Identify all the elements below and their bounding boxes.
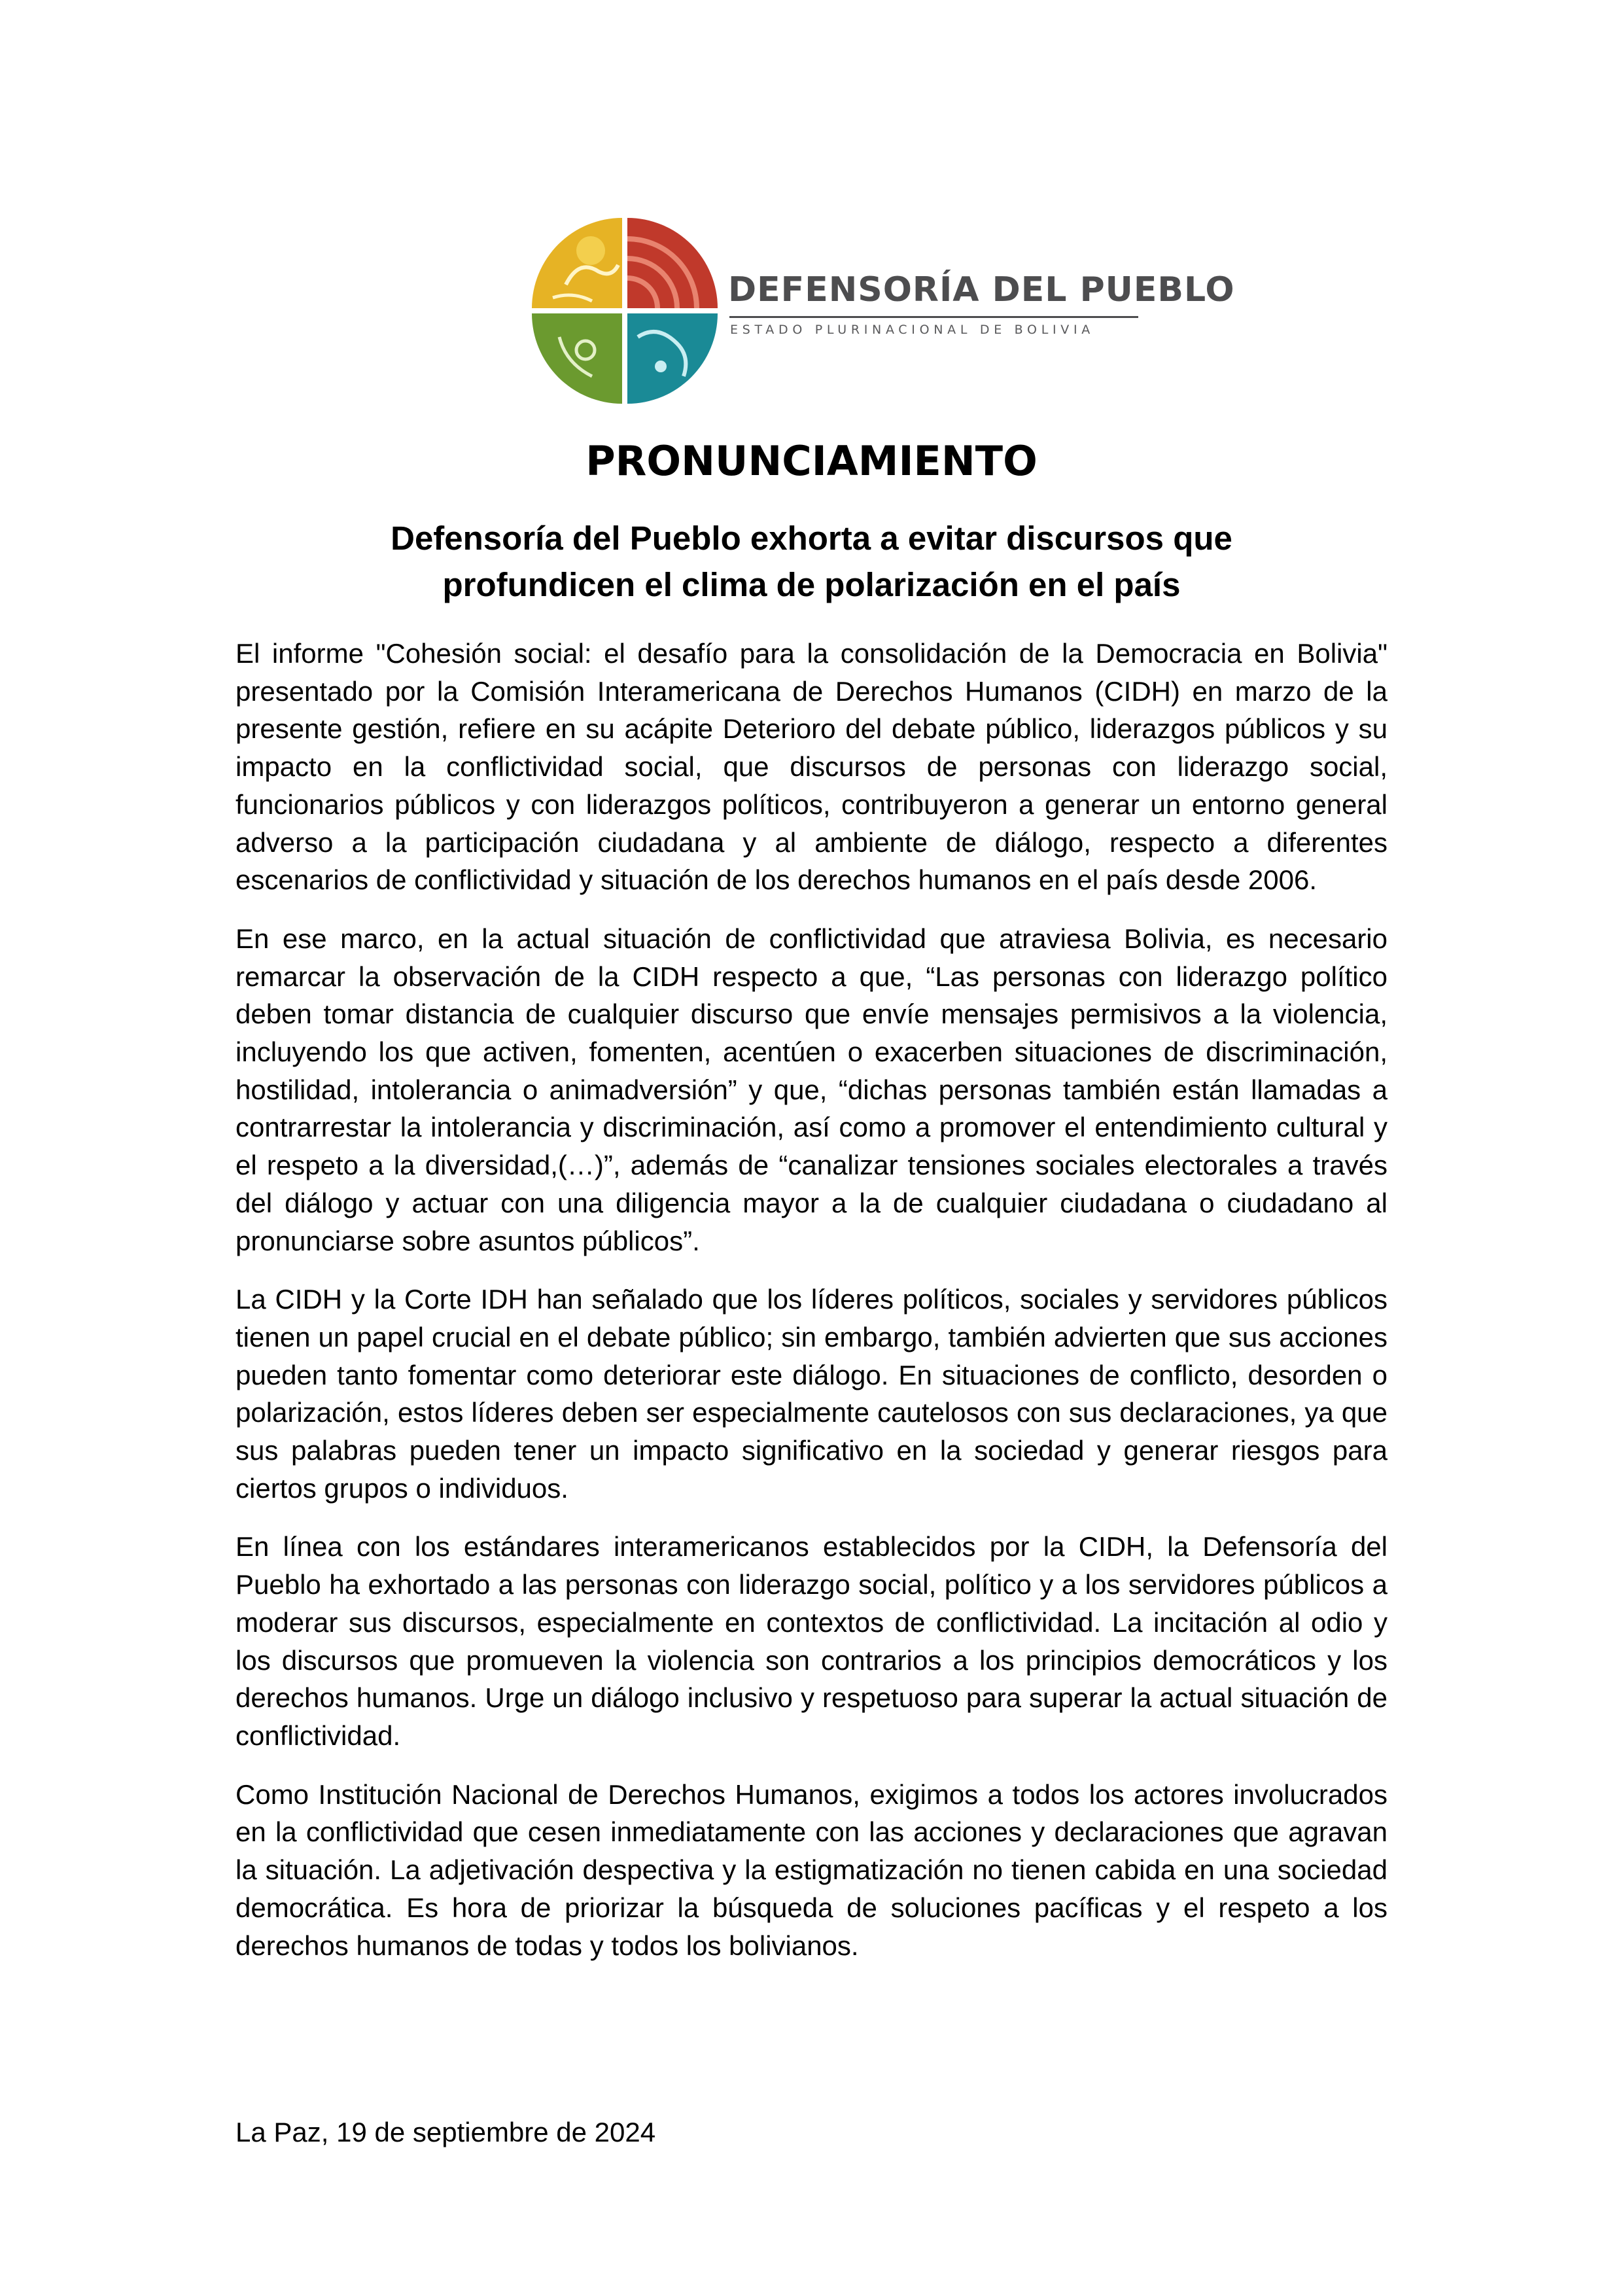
paragraph-4: En línea con los estándares interamericanos establecidos por la CIDH, la Defensoría del Pueblo ha exhortado a las personas con liderazgo social, político y a los servidores públicos a moderar sus discursos, especialmente en contextos de conflictividad. La incitación al odio y los discursos que promueven la violencia son contrarios a los principios democráticos y los derechos humanos. Urge un diálogo inclusivo y respetuoso para superar la actual situación de conflictividad. bbox=[236, 1531, 1387, 1751]
headline-line-1: Defensoría del Pueblo exhorta a evitar discursos que bbox=[391, 520, 1232, 557]
quadrant-emblem-logo-icon bbox=[527, 213, 723, 409]
headline-line-2: profundicen el clima de polarización en el país bbox=[442, 566, 1181, 603]
logo-quadrant-red bbox=[627, 218, 718, 308]
paragraph-1: El informe "Cohesión social: el desafío para la consolidación de la Democracia en Bolivia" presentado por la Comisión Interamericana de Derechos Humanos (CIDH) en marzo de la presente gestión, refiere en su acápite Deterioro del debate público, liderazgos públicos y su impacto en la conflictividad social, que discursos de personas con liderazgo social, funcionarios públicos y con liderazgos políticos, contribuyeron a generar un entorno general adverso a la participación ciudadana y al ambiente de diálogo, respecto a diferentes escenarios de conflictividad y situación de los derechos humanos en el país desde 2006. bbox=[236, 638, 1387, 896]
org-subtitle: ESTADO PLURINACIONAL DE BOLIVIA bbox=[730, 323, 1094, 337]
body-text bbox=[236, 635, 1387, 1985]
headline bbox=[236, 515, 1387, 608]
place-date-signoff: La Paz, 19 de septiembre de 2024 bbox=[236, 2117, 656, 2147]
paragraph-5: Como Institución Nacional de Derechos Humanos, exigimos a todos los actores involucrados en la conflictividad que cesen inmediatamente con las acciones y declaraciones que agravan la situación. La adjetivación despectiva y la estigmatización no tienen cabida en una sociedad democrática. Es hora de priorizar la búsqueda de soluciones pacíficas y el respeto a los derechos humanos de todas y todos los bolivianos. bbox=[236, 1778, 1387, 1961]
document-type-title: PRONUNCIAMIENTO bbox=[585, 437, 1038, 485]
logo-quadrant-green bbox=[532, 313, 622, 404]
paragraph-2: En ese marco, en la actual situación de conflictividad que atraviesa Bolivia, es necesario remarcar la observación de la CIDH respecto a que, “Las personas con liderazgo político deben tomar distancia de cualquier discurso que envíe mensajes permisivos a la violencia, incluyendo los que activen, fomenten, acentúen o exacerben situaciones de discriminación, hostilidad, intolerancia o animadversión” y que, “dichas personas también están llamadas a contrarrestar la intolerancia y discriminación, así como a promover el entendimiento cultural y el respeto a la diversidad,(…)”, además de “canalizar tensiones sociales electorales a través del diálogo y actuar con una diligencia mayor a la de cualquier ciudadana o ciudadano al pronunciarse sobre asuntos públicos”. bbox=[236, 923, 1387, 1256]
org-name: DEFENSORÍA DEL PUEBLO bbox=[728, 270, 1235, 309]
org-name-divider bbox=[729, 316, 1138, 318]
paragraph-3: La CIDH y la Corte IDH han señalado que los líderes políticos, sociales y servidores públicos tienen un papel crucial en el debate público; sin embargo, también advierten que sus acciones pueden tanto fomentar como deteriorar este diálogo. En situaciones de conflicto, desorden o polarización, estos líderes deben ser especialmente cautelosos con sus declaraciones, ya que sus palabras pueden tener un impacto significativo en la sociedad y generar riesgos para ciertos grupos o individuos. bbox=[236, 1284, 1387, 1504]
header-logo-block bbox=[527, 213, 1235, 409]
logo-quadrant-teal bbox=[627, 313, 718, 404]
